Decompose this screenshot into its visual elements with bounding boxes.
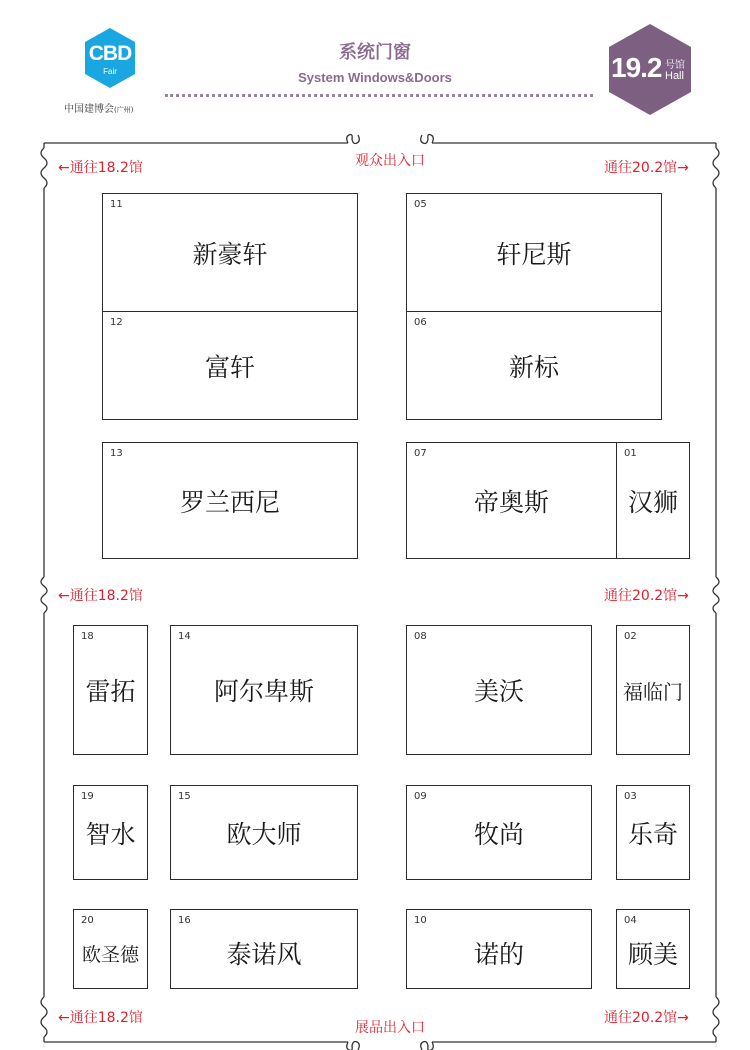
booth-number: 03 bbox=[624, 791, 637, 802]
page-title-cn: 系统门窗 bbox=[339, 42, 411, 63]
booth-name: 罗兰西尼 bbox=[179, 487, 280, 517]
booth-07[interactable] bbox=[406, 442, 617, 559]
booth-name: 欧圣德 bbox=[81, 943, 139, 966]
direction-right-mid: 通往20.2馆→ bbox=[604, 588, 689, 604]
booth-number: 07 bbox=[414, 448, 427, 459]
booth-02[interactable] bbox=[616, 625, 690, 755]
booth-name: 智水 bbox=[85, 819, 136, 849]
booth-11[interactable] bbox=[102, 193, 358, 312]
booth-14[interactable] bbox=[170, 625, 358, 755]
booth-number: 05 bbox=[414, 199, 427, 210]
page-title-en: System Windows&Doors bbox=[298, 70, 452, 85]
booth-number: 12 bbox=[110, 317, 123, 328]
direction-right-top: 通往20.2馆→ bbox=[604, 160, 689, 176]
booth-name: 轩尼斯 bbox=[496, 239, 572, 269]
booth-number: 09 bbox=[414, 791, 427, 802]
booth-name: 诺的 bbox=[473, 940, 524, 969]
booth-05[interactable] bbox=[406, 193, 662, 312]
booth-number: 15 bbox=[178, 791, 191, 802]
booth-name: 富轩 bbox=[204, 352, 255, 382]
direction-left-mid: ←通往18.2馆 bbox=[58, 588, 143, 604]
booth-name: 帝奥斯 bbox=[473, 487, 549, 517]
booth-number: 02 bbox=[624, 631, 637, 642]
booth-number: 20 bbox=[81, 915, 94, 926]
booth-15[interactable] bbox=[170, 785, 358, 880]
direction-left-top: ←通往18.2馆 bbox=[58, 160, 143, 176]
booth-16[interactable] bbox=[170, 909, 358, 989]
booth-number: 01 bbox=[624, 448, 637, 459]
booth-04[interactable] bbox=[616, 909, 690, 989]
booth-number: 08 bbox=[414, 631, 427, 642]
hall-label-cn: 号馆 bbox=[665, 60, 685, 71]
booth-name: 新标 bbox=[508, 352, 559, 382]
booth-06[interactable] bbox=[406, 311, 662, 420]
booth-number: 04 bbox=[624, 915, 637, 926]
booth-name: 乐奇 bbox=[627, 819, 678, 849]
logo-main-text: CBD bbox=[88, 42, 132, 65]
logo-caption: 中国建博会(广州) bbox=[64, 104, 134, 115]
booth-number: 13 bbox=[110, 448, 123, 459]
booth-number: 10 bbox=[414, 915, 427, 926]
hall-label-en: Hall bbox=[665, 70, 684, 82]
booth-name: 新豪轩 bbox=[192, 239, 268, 269]
booth-name: 福临门 bbox=[623, 679, 683, 704]
booth-01[interactable] bbox=[616, 442, 690, 559]
booth-03[interactable] bbox=[616, 785, 690, 880]
direction-right-bottom: 通往20.2馆→ bbox=[604, 1010, 689, 1026]
booth-09[interactable] bbox=[406, 785, 592, 880]
direction-left-bottom: ←通往18.2馆 bbox=[58, 1010, 143, 1026]
hall-number: 19.2 bbox=[611, 52, 662, 83]
booth-19[interactable] bbox=[73, 785, 148, 880]
booth-number: 06 bbox=[414, 317, 427, 328]
booth-name: 泰诺风 bbox=[226, 940, 302, 969]
booth-number: 16 bbox=[178, 915, 191, 926]
logo-sub-text: Fair bbox=[103, 67, 117, 76]
entrance-bottom-label: 展品出入口 bbox=[355, 1020, 425, 1036]
booth-08[interactable] bbox=[406, 625, 592, 755]
booth-name: 欧大师 bbox=[226, 819, 302, 849]
booth-10[interactable] bbox=[406, 909, 592, 989]
booth-12[interactable] bbox=[102, 311, 358, 420]
booth-number: 14 bbox=[178, 631, 191, 642]
booth-name: 顾美 bbox=[627, 940, 678, 969]
booth-number: 19 bbox=[81, 791, 94, 802]
booth-number: 11 bbox=[110, 199, 123, 210]
booth-13[interactable] bbox=[102, 442, 358, 559]
booth-name: 牧尚 bbox=[473, 819, 524, 849]
booth-name: 雷拓 bbox=[85, 677, 136, 706]
booth-name: 阿尔卑斯 bbox=[213, 677, 314, 706]
booth-18[interactable] bbox=[73, 625, 148, 755]
booth-number: 18 bbox=[81, 631, 94, 642]
entrance-top-label: 观众出入口 bbox=[355, 153, 425, 169]
booth-name: 美沃 bbox=[473, 677, 524, 706]
booth-name: 汉狮 bbox=[627, 487, 678, 517]
booth-20[interactable] bbox=[73, 909, 148, 989]
